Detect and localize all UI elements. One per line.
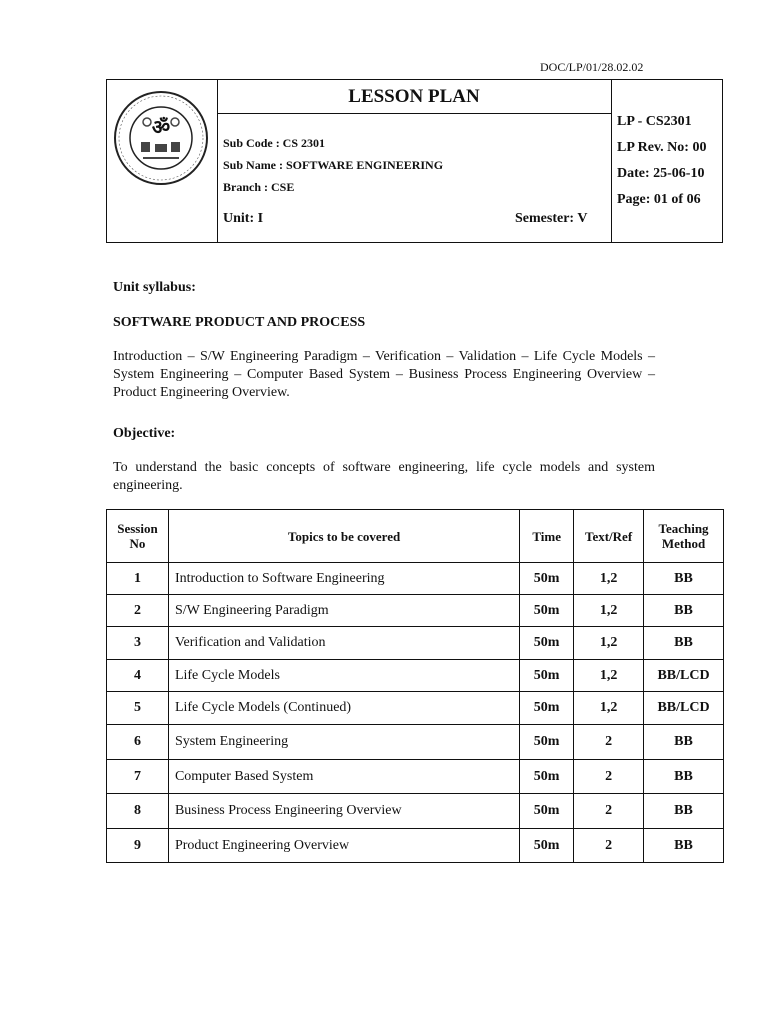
- table-row: [107, 595, 724, 627]
- table-row: [107, 794, 724, 829]
- session-topic: Business Process Engineering Overview: [168, 794, 519, 829]
- subject-info-cell: [217, 80, 612, 242]
- session-teaching-method: BB: [644, 829, 724, 863]
- session-teaching-method: BB: [644, 794, 724, 829]
- branch: Branch : CSE: [223, 180, 295, 194]
- table-row: [107, 725, 724, 760]
- session-number: 1: [107, 563, 169, 595]
- session-topic: Life Cycle Models (Continued): [168, 692, 519, 725]
- session-text-ref: 2: [574, 829, 644, 863]
- unit-title: SOFTWARE PRODUCT AND PROCESS: [113, 315, 366, 330]
- session-number: 8: [107, 794, 169, 829]
- session-number: 2: [107, 595, 169, 627]
- session-time: 50m: [520, 692, 574, 725]
- session-number: 5: [107, 692, 169, 725]
- session-time: 50m: [520, 563, 574, 595]
- header-session-no: Session No: [107, 510, 169, 563]
- table-row: [107, 563, 724, 595]
- session-teaching-method: BB: [644, 563, 724, 595]
- logo-cell: [107, 80, 218, 242]
- session-time: 50m: [520, 794, 574, 829]
- table-row: [107, 660, 724, 692]
- session-table: [106, 509, 724, 863]
- table-body: [107, 563, 724, 863]
- table-row: [107, 829, 724, 863]
- semester: Semester: V: [515, 211, 588, 226]
- college-seal-logo: [113, 90, 209, 186]
- session-teaching-method: BB: [644, 725, 724, 760]
- session-time: 50m: [520, 627, 574, 660]
- session-topic: Life Cycle Models: [168, 660, 519, 692]
- session-topic: Product Engineering Overview: [168, 829, 519, 863]
- unit-syllabus-label: Unit syllabus:: [113, 280, 196, 295]
- session-text-ref: 2: [574, 794, 644, 829]
- session-text-ref: 1,2: [574, 692, 644, 725]
- lesson-plan-header: [106, 79, 723, 243]
- session-topic: System Engineering: [168, 725, 519, 760]
- header-text-ref: Text/Ref: [574, 510, 644, 563]
- session-text-ref: 1,2: [574, 627, 644, 660]
- session-teaching-method: BB: [644, 595, 724, 627]
- table-row: [107, 760, 724, 794]
- logo-om-symbol: ॐ: [151, 115, 171, 139]
- session-teaching-method: BB/LCD: [644, 692, 724, 725]
- session-time: 50m: [520, 725, 574, 760]
- objective-text: To understand the basic concepts of software engineering, life cycle models and system engineering.: [113, 460, 655, 493]
- session-time: 50m: [520, 760, 574, 794]
- session-teaching-method: BB: [644, 760, 724, 794]
- table-row: [107, 627, 724, 660]
- session-time: 50m: [520, 595, 574, 627]
- table-header-row: [107, 510, 724, 563]
- page-title: LESSON PLAN: [217, 80, 611, 114]
- session-text-ref: 2: [574, 760, 644, 794]
- session-text-ref: 1,2: [574, 660, 644, 692]
- lp-date: Date: 25-06-10: [617, 166, 705, 181]
- session-teaching-method: BB/LCD: [644, 660, 724, 692]
- session-teaching-method: BB: [644, 627, 724, 660]
- session-time: 50m: [520, 660, 574, 692]
- sub-name: Sub Name : SOFTWARE ENGINEERING: [223, 158, 444, 172]
- session-time: 50m: [520, 829, 574, 863]
- sub-code: Sub Code : CS 2301: [223, 136, 326, 150]
- session-topic: Computer Based System: [168, 760, 519, 794]
- syllabus-text: Introduction – S/W Engineering Paradigm – Verification – Validation – Life Cycle Models – System Engineering – Computer Based System – Business Process Engineering Overview – Product Engineering Overview.: [113, 349, 655, 400]
- session-text-ref: 1,2: [574, 595, 644, 627]
- lp-meta-cell: [611, 80, 721, 242]
- session-text-ref: 1,2: [574, 563, 644, 595]
- session-number: 4: [107, 660, 169, 692]
- document-code: DOC/LP/01/28.02.02: [540, 60, 644, 74]
- session-text-ref: 2: [574, 725, 644, 760]
- session-number: 6: [107, 725, 169, 760]
- table-row: [107, 692, 724, 725]
- session-number: 9: [107, 829, 169, 863]
- session-number: 7: [107, 760, 169, 794]
- objective-label: Objective:: [113, 426, 176, 441]
- session-topic: Introduction to Software Engineering: [168, 563, 519, 595]
- header-teaching-method: Teaching Method: [644, 510, 724, 563]
- session-topic: S/W Engineering Paradigm: [168, 595, 519, 627]
- session-topic: Verification and Validation: [168, 627, 519, 660]
- page-number: Page: 01 of 06: [617, 192, 701, 207]
- header-time: Time: [520, 510, 574, 563]
- session-number: 3: [107, 627, 169, 660]
- header-topics: Topics to be covered: [168, 510, 519, 563]
- lp-revision: LP Rev. No: 00: [617, 140, 707, 155]
- lp-code: LP - CS2301: [617, 114, 692, 129]
- unit: Unit: I: [223, 211, 264, 226]
